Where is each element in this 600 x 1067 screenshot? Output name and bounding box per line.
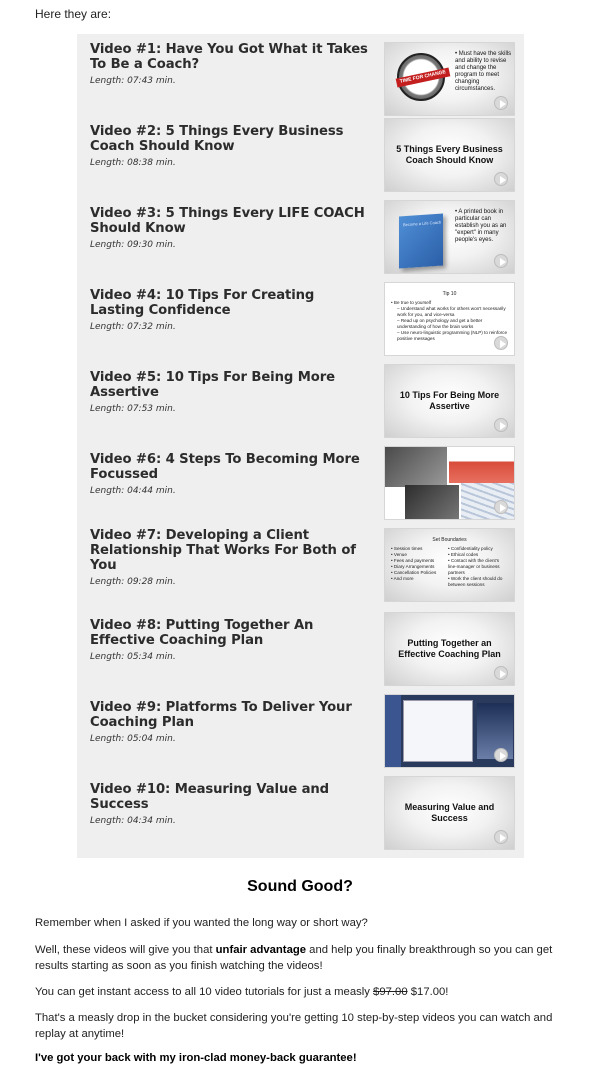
video-item-2[interactable] (77, 124, 524, 202)
video-length: Length: 07:43 min. (90, 76, 176, 86)
video-item-4[interactable] (77, 288, 524, 366)
video-length: Length: 07:32 min. (90, 322, 176, 332)
slide-line: • Work the client should do between sessions (448, 576, 503, 587)
video-title[interactable]: Video #8: Putting Together An Effective Coaching Plan (90, 618, 314, 648)
video-length: Length: 07:53 min. (90, 404, 176, 414)
slide-line: • Cancellation Policies (391, 570, 437, 575)
sound-good-heading: Sound Good? (247, 878, 353, 895)
video-item-6[interactable] (77, 452, 524, 530)
video-thumbnail[interactable] (384, 200, 515, 274)
video-title[interactable]: Video #10: Measuring Value and Success (90, 782, 329, 812)
slide-heading: Tip 10 (442, 291, 457, 297)
slide-line: – Read up on psychology and get a better understanding of how the brain works (397, 318, 483, 329)
slide-line: • And more (391, 576, 414, 581)
video-length: Length: 05:34 min. (90, 652, 176, 662)
slide-line: • Contact with the client's line-manager or business partners (448, 558, 500, 575)
video-thumbnail[interactable] (384, 528, 515, 602)
thumbnail-bullet: • A printed book in particular can establish you as an "expert" in many people's eyes. (455, 209, 507, 243)
video-item-1[interactable] (77, 42, 524, 120)
video-list-panel (77, 34, 524, 858)
video-title[interactable]: Video #3: 5 Things Every LIFE COACH Should Know (90, 206, 365, 236)
play-icon[interactable] (494, 500, 508, 514)
play-icon[interactable] (494, 336, 508, 350)
video-length: Length: 09:30 min. (90, 240, 176, 250)
play-icon[interactable] (494, 172, 508, 186)
play-icon[interactable] (494, 830, 508, 844)
video-thumbnail[interactable] (384, 446, 515, 520)
compass-icon (397, 53, 445, 101)
book-cover-text: Become a Life Coach (403, 219, 442, 228)
thumbnail-caption: Measuring Value and Success (404, 802, 495, 823)
video-thumbnail[interactable] (384, 776, 515, 850)
slide-line: • Be true to yourself (391, 300, 432, 305)
new-price: $17.00! (407, 986, 449, 998)
video-length: Length: 08:38 min. (90, 158, 176, 168)
paragraph-drop-in-bucket: That's a measly drop in the bucket considering you're getting 10 step-by-step videos you can watch and replay at anytime! (35, 1012, 553, 1040)
video-item-9[interactable] (77, 700, 524, 778)
thumbnail-caption: Putting Together an Effective Coaching Plan (398, 638, 501, 659)
paragraph-unfair-advantage: Well, these videos will give you that unfair advantage and help you finally breakthrough so you can get results starting as soon as you finish watching the videos! (35, 944, 553, 972)
video-thumbnail[interactable] (384, 282, 515, 356)
video-title[interactable]: Video #6: 4 Steps To Becoming More Focussed (90, 452, 360, 482)
video-title[interactable]: Video #7: Developing a Client Relationship That Works For Both of You (90, 528, 356, 573)
paragraph-price: You can get instant access to all 10 video tutorials for just a measly $97.00 $17.00! (35, 986, 449, 998)
video-thumbnail[interactable] (384, 612, 515, 686)
slide-line: • Diary Arrangements (391, 564, 435, 569)
paragraph-long-way: Remember when I asked if you wanted the long way or short way? (35, 917, 368, 929)
video-item-5[interactable] (77, 370, 524, 448)
slide-line: • Session times (391, 546, 423, 551)
video-title[interactable]: Video #5: 10 Tips For Being More Assertive (90, 370, 335, 400)
unfair-advantage-bold: unfair advantage (215, 944, 307, 956)
slide-line: – Use neuro-linguistic programming (NLP) to reinforce positive messages (397, 330, 508, 341)
compass-band-label: TIME FOR CHANGE (396, 67, 451, 87)
video-thumbnail[interactable] (384, 364, 515, 438)
slide-heading: Set Boundaries (432, 537, 467, 543)
slide-line: – Understand what works for others won't necessarily work for you, and vice-versa (397, 306, 506, 317)
play-icon[interactable] (494, 666, 508, 680)
video-thumbnail[interactable] (384, 694, 515, 768)
thumbnail-bullet: • Must have the skills and ability to revise and change the program to meet changing circumstances. (455, 51, 512, 92)
video-title[interactable]: Video #9: Platforms To Deliver Your Coaching Plan (90, 700, 352, 730)
thumbnail-caption: 5 Things Every Business Coach Should Know (396, 144, 503, 165)
slide-line: • Venue (391, 552, 407, 557)
video-length: Length: 05:04 min. (90, 734, 176, 744)
video-thumbnail[interactable] (384, 42, 515, 116)
play-icon[interactable] (494, 748, 508, 762)
video-length: Length: 04:34 min. (90, 816, 176, 826)
video-item-3[interactable] (77, 206, 524, 284)
intro-text: Here they are: (35, 7, 112, 21)
video-length: Length: 04:44 min. (90, 486, 176, 496)
slide-line: • Fees and payments (391, 558, 435, 563)
paragraph-guarantee: I've got your back with my iron-clad money-back guarantee! (35, 1052, 357, 1064)
video-length: Length: 09:28 min. (90, 577, 176, 587)
video-item-7[interactable] (77, 528, 524, 606)
old-price: $97.00 (373, 986, 408, 998)
play-icon[interactable] (494, 418, 508, 432)
book-icon (399, 213, 443, 268)
video-item-8[interactable] (77, 618, 524, 696)
video-title[interactable]: Video #1: Have You Got What it Takes To Be a Coach? (90, 42, 368, 72)
slide-line: • Ethical codes (448, 552, 479, 557)
thumbnail-caption: 10 Tips For Being More Assertive (399, 390, 500, 411)
video-thumbnail[interactable] (384, 118, 515, 192)
video-title[interactable]: Video #4: 10 Tips For Creating Lasting Confidence (90, 288, 315, 318)
slide-line: • Confidentiality policy (448, 546, 493, 551)
play-icon[interactable] (494, 96, 508, 110)
video-title[interactable]: Video #2: 5 Things Every Business Coach Should Know (90, 124, 344, 154)
play-icon[interactable] (494, 254, 508, 268)
video-item-10[interactable] (77, 782, 524, 860)
